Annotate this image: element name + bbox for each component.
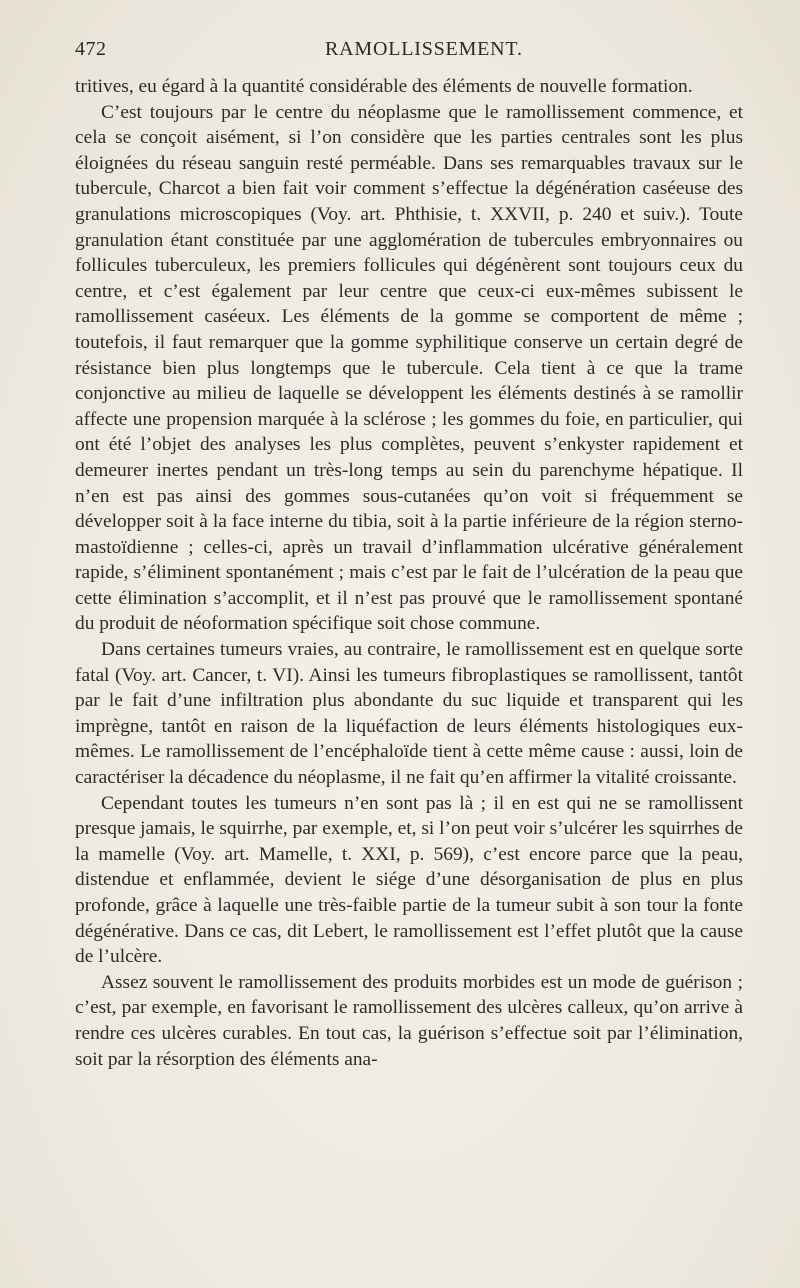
paragraph-scirrhus: Cependant toutes les tumeurs n’en sont pas là ; il en est qui ne se ramollissent presque jamais, le squirrhe, par exemple, et, si l’on peut voir s’ulcérer les squirrhes de la mamelle (Voy. art. Mamelle, t. XXI, p. 569), c’est encore parce que la peau, distendue et enflammée, devient le siége d’une désorganisation de plus en plus profonde, grâce à laquelle une très-faible partie de la tumeur subit à son tour la fonte dégénérative. Dans ce cas, dit Lebert, le ramollissement est l’effet plutôt que la cause de l’ulcère. [75, 792, 743, 968]
running-head [75, 38, 743, 68]
running-title: RAMOLLISSEMENT. [325, 38, 523, 60]
paragraph-healing: Assez souvent le ramollissement des produits morbides est un mode de guérison ; c’est, par exemple, en favorisant le ramollissement des ulcères calleux, qu’on arrive à rendre ces ulcères curables. En tout cas, la guérison s’effectue soit par l’élimination, soit par la résorption des éléments ana- [75, 971, 743, 1070]
paragraph-true-tumors: Dans certaines tumeurs vraies, au contraire, le ramollissement est en quelque sorte fatal (Voy. art. Cancer, t. VI). Ainsi les tumeurs fibroplastiques se ramollissent, tantôt par le fait d’une infiltration plus abondante du suc liquide et transparent qui les imprègne, tantôt en raison de la liquéfaction de leurs éléments histologiques eux-mêmes. Le ramollissement de l’encéphaloïde tient à cette même cause : aussi, loin de caractériser la décadence du néoplasme, il ne fait qu’en affirmer la vitalité croissante. [75, 639, 743, 789]
page-number: 472 [75, 38, 107, 60]
body-text [75, 74, 743, 1072]
paragraph-continuation: tritives, eu égard à la quantité considérable des éléments de nouvelle formation. [75, 76, 693, 97]
paragraph-softening-center: C’est toujours par le centre du néoplasme que le ramollissement commence, et cela se conçoit aisément, si l’on considère que les parties centrales sont les plus éloignées du réseau sanguin resté perméable. Dans ses remarquables travaux sur le tubercule, Charcot a bien fait voir comment s’effectue la dégénération caséeuse des granulations microscopiques (Voy. art. Phthisie, t. XXVII, p. 240 et suiv.). Toute granulation étant constituée par une agglomération de tubercules embryonnaires ou follicules tuberculeux, les premiers follicules qui dégénèrent sont toujours ceux du centre, et c’est également par leur centre que ceux-ci eux-mêmes subissent le ramollissement caséeux. Les éléments de la gomme se comportent de même ; toutefois, il faut remarquer que la gomme syphilitique conserve un certain degré de résistance bien plus longtemps que le tubercule. Cela tient à ce que la trame conjonctive au milieu de laquelle se développent les éléments destinés à se ramollir affecte une propension marquée à la sclérose ; les gommes du foie, en particulier, qui ont été l’objet des analyses les plus complètes, peuvent s’enkyster rapidement et demeurer inertes pendant un très-long temps au sein du parenchyme hépatique. Il n’en est pas ainsi des gommes sous-cutanées qu’on voit si fréquemment se développer soit à la face interne du tibia, soit à la partie inférieure de la région sterno-mastoïdienne ; celles-ci, après un travail d’inflammation ulcérative généralement rapide, s’éliminent spontanément ; mais c’est par le fait de l’ulcération de la peau que cette élimination s’accomplit, et il n’est pas prouvé que le ramollissement spontané du produit de néoformation spécifique soit chose commune. [75, 101, 743, 635]
